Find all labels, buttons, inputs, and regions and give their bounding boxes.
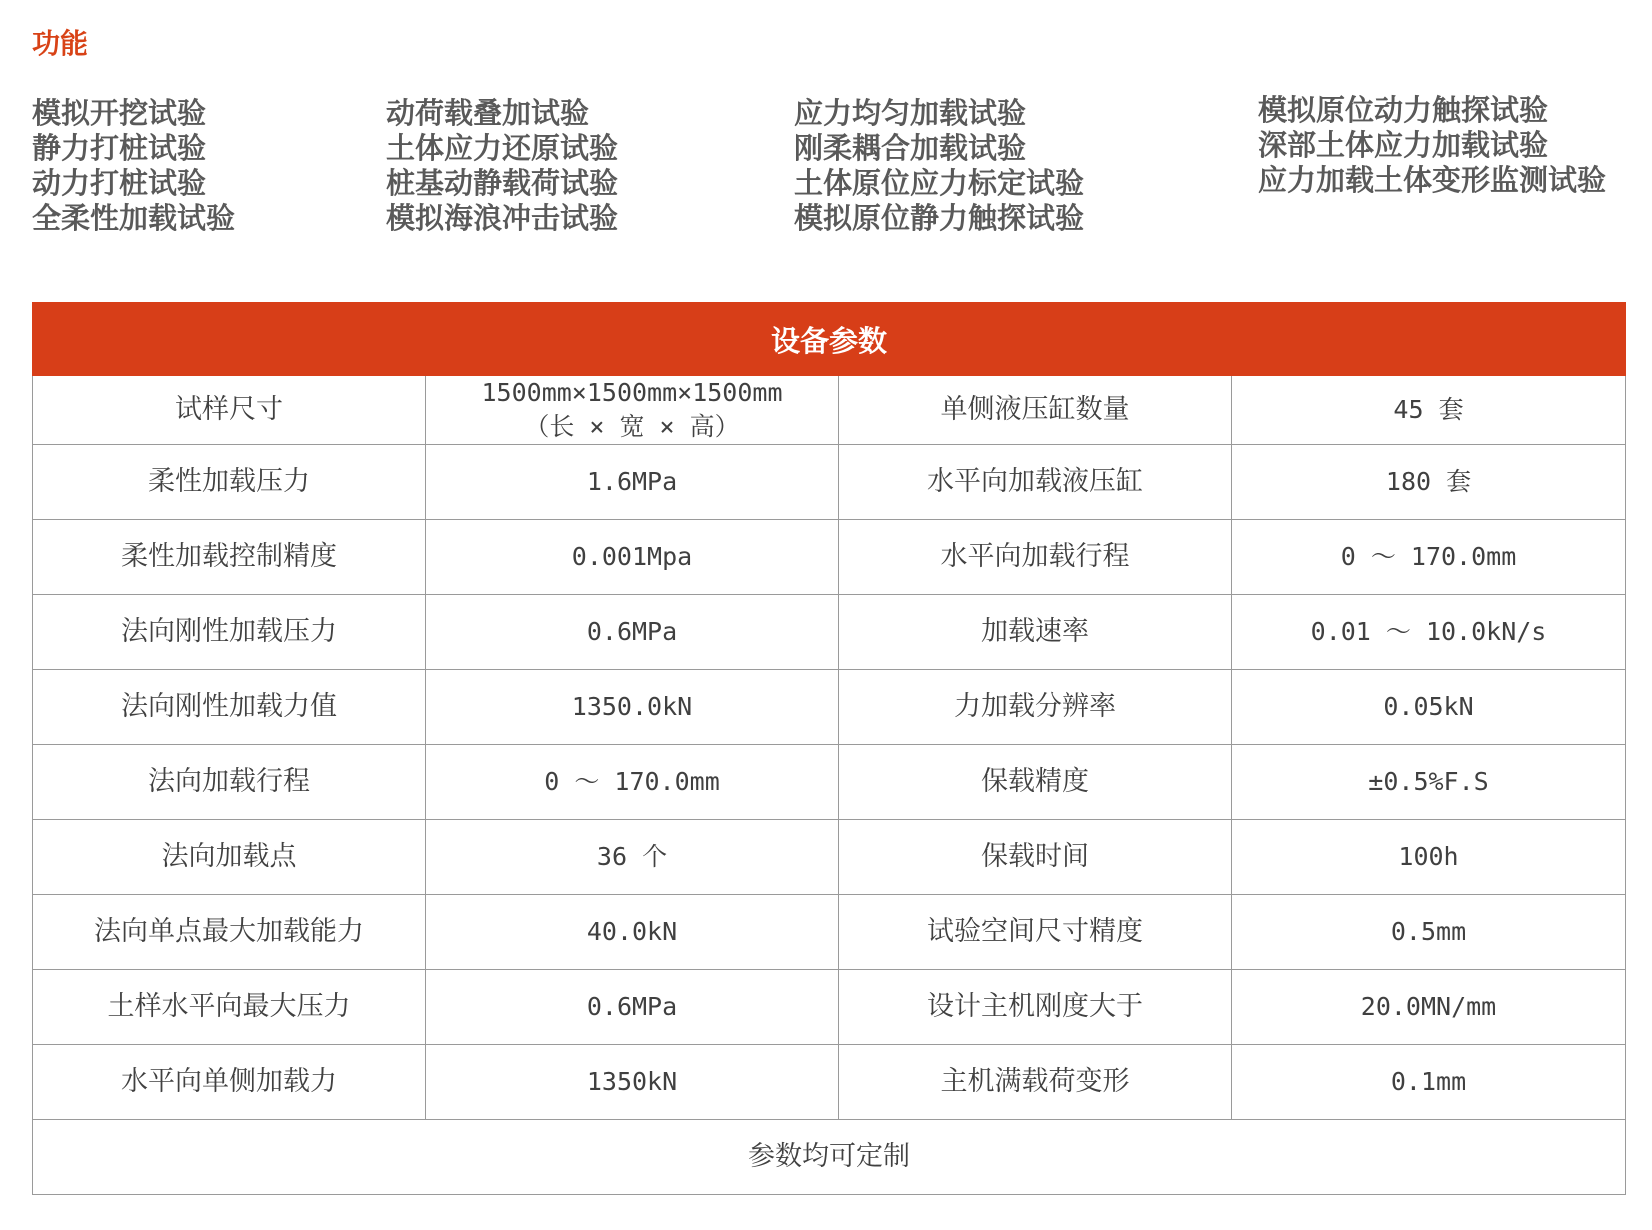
- param-label: 力加载分辨率: [839, 670, 1232, 745]
- param-label: 法向加载点: [33, 820, 426, 895]
- param-value: 0.5mm: [1232, 895, 1626, 970]
- param-label: 试样尺寸: [33, 376, 426, 445]
- param-label: 水平向单侧加载力: [33, 1045, 426, 1120]
- params-table: [32, 302, 1626, 1195]
- table-row: [33, 670, 1626, 745]
- table-row: [33, 745, 1626, 820]
- feature-item: 全柔性加载试验: [32, 201, 236, 235]
- param-value: 100h: [1232, 820, 1626, 895]
- param-value: 0.01 ～ 10.0kN/s: [1232, 595, 1626, 670]
- param-value: 36 个: [426, 820, 839, 895]
- param-label: 法向刚性加载压力: [33, 595, 426, 670]
- feature-item: 土体原位应力标定试验: [794, 166, 1085, 200]
- param-label: 保载时间: [839, 820, 1232, 895]
- sample-size-note: （长 × 宽 × 高）: [524, 412, 740, 441]
- feature-list: [32, 93, 1632, 246]
- param-value: 0.6MPa: [426, 595, 839, 670]
- param-value: 0.001Mpa: [426, 520, 839, 595]
- table-row: [33, 595, 1626, 670]
- section-title: 功能: [32, 27, 89, 60]
- feature-item: 模拟原位动力触探试验: [1258, 93, 1549, 127]
- table-row: [33, 520, 1626, 595]
- table-row: [33, 970, 1626, 1045]
- table-row: [33, 445, 1626, 520]
- param-value: 0.1mm: [1232, 1045, 1626, 1120]
- param-label: 试验空间尺寸精度: [839, 895, 1232, 970]
- param-label: 主机满载荷变形: [839, 1045, 1232, 1120]
- param-value: [426, 376, 839, 445]
- param-label: 水平向加载液压缸: [839, 445, 1232, 520]
- table-row: [33, 376, 1626, 445]
- param-value: 45 套: [1232, 376, 1626, 445]
- param-value: 0 ～ 170.0mm: [1232, 520, 1626, 595]
- param-value: ±0.5%F.S: [1232, 745, 1626, 820]
- param-label: 土样水平向最大压力: [33, 970, 426, 1045]
- param-value: 0 ～ 170.0mm: [426, 745, 839, 820]
- feature-column-1: [32, 96, 235, 236]
- feature-item: 深部土体应力加载试验: [1258, 128, 1549, 162]
- feature-item: 应力加载土体变形监测试验: [1258, 163, 1607, 197]
- customizable-note: 参数均可定制: [33, 1120, 1626, 1195]
- table-footer-row: [33, 1120, 1626, 1195]
- feature-item: 应力均匀加载试验: [794, 96, 1027, 130]
- table-row: [33, 895, 1626, 970]
- param-value: 1350kN: [426, 1045, 839, 1120]
- table-row: [33, 820, 1626, 895]
- param-label: 法向单点最大加载能力: [33, 895, 426, 970]
- param-label: 加载速率: [839, 595, 1232, 670]
- feature-item: 模拟原位静力触探试验: [794, 201, 1085, 235]
- param-value: 20.0MN/mm: [1232, 970, 1626, 1045]
- feature-item: 模拟海浪冲击试验: [386, 201, 619, 235]
- feature-column-3: [794, 96, 1084, 236]
- feature-column-2: [386, 96, 618, 236]
- param-label: 柔性加载控制精度: [33, 520, 426, 595]
- param-value: 1350.0kN: [426, 670, 839, 745]
- feature-item: 动荷载叠加试验: [386, 96, 590, 130]
- table-row: [33, 1045, 1626, 1120]
- feature-item: 土体应力还原试验: [386, 131, 619, 165]
- feature-item: 桩基动静载荷试验: [386, 166, 619, 200]
- param-value: 1.6MPa: [426, 445, 839, 520]
- param-label: 单侧液压缸数量: [839, 376, 1232, 445]
- sample-size-dimensions: 1500mm×1500mm×1500mm: [481, 378, 783, 407]
- param-label: 保载精度: [839, 745, 1232, 820]
- feature-item: 刚柔耦合加载试验: [794, 131, 1027, 165]
- param-value: 180 套: [1232, 445, 1626, 520]
- param-value: 0.6MPa: [426, 970, 839, 1045]
- feature-item: 模拟开挖试验: [32, 96, 207, 130]
- param-label: 法向刚性加载力值: [33, 670, 426, 745]
- feature-column-4: [1258, 93, 1606, 198]
- feature-item: 静力打桩试验: [32, 131, 207, 165]
- param-label: 设计主机刚度大于: [839, 970, 1232, 1045]
- param-value: 40.0kN: [426, 895, 839, 970]
- param-value: 0.05kN: [1232, 670, 1626, 745]
- table-header: 设备参数: [33, 303, 1626, 376]
- param-label: 法向加载行程: [33, 745, 426, 820]
- param-label: 水平向加载行程: [839, 520, 1232, 595]
- feature-item: 动力打桩试验: [32, 166, 207, 200]
- param-label: 柔性加载压力: [33, 445, 426, 520]
